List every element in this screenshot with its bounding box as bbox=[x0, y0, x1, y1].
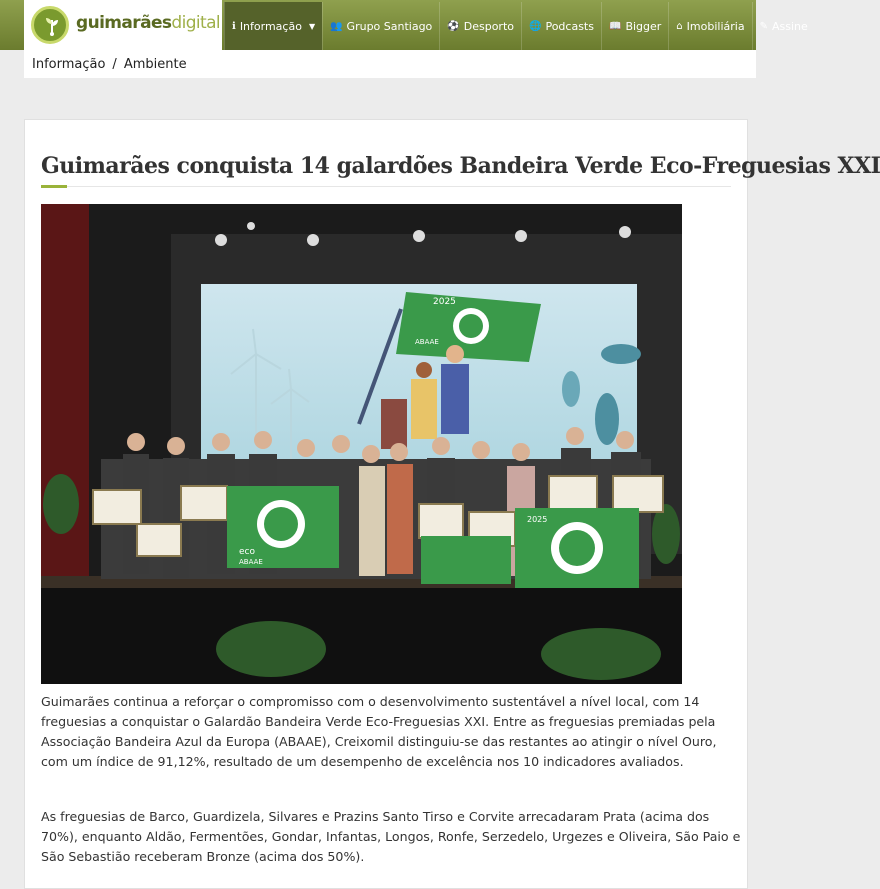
article-paragraph: Guimarães continua a reforçar o compromisso com o desenvolvimento sustentável a nível local, com 14 freguesias a conquistar o Galardão Bandeira Verde Eco-Freguesias XXI. Entre as freguesias premiadas pela Associação Bandeira Azul da Europa (ABAAE), Creixomil distinguiu-se das restantes ao atingir o nível Ouro, com um índice de 91,12%, resultado de um desempenho de excelência nos 10 indicadores avaliados. bbox=[41, 694, 717, 769]
flag-year-label: 2025 bbox=[527, 515, 548, 524]
main-menu bbox=[224, 2, 815, 50]
flag-brand-label: ABAAE bbox=[239, 558, 263, 566]
nav-label: Podcasts bbox=[545, 19, 594, 33]
logo-suffix: digital bbox=[171, 13, 221, 33]
title-divider bbox=[41, 186, 731, 187]
flag-eco-label: eco bbox=[239, 547, 255, 557]
breadcrumb-item-ambiente[interactable]: Ambiente bbox=[123, 56, 187, 72]
nav-item-grupo-santiago[interactable] bbox=[322, 2, 439, 50]
nav-item-podcasts[interactable] bbox=[521, 2, 601, 50]
globe-icon: 🌐 bbox=[529, 20, 542, 32]
logo-main: guimarães bbox=[76, 13, 172, 33]
nav-label: Desporto bbox=[463, 19, 514, 33]
book-icon: 📖 bbox=[608, 20, 622, 32]
pencil-icon: ✎ bbox=[759, 20, 768, 32]
screen-flag-brand: ABAAE bbox=[415, 338, 439, 346]
users-icon: 👥 bbox=[330, 20, 343, 32]
article-photo[interactable] bbox=[41, 204, 682, 684]
nav-label: Bigger bbox=[625, 19, 662, 33]
article-card bbox=[24, 119, 880, 889]
nav-item-bigger[interactable] bbox=[601, 2, 668, 50]
nav-item-informacao[interactable] bbox=[224, 2, 322, 50]
top-navigation-bar bbox=[0, 0, 808, 50]
logo-emblem-icon bbox=[31, 6, 69, 44]
nav-item-imobiliaria[interactable] bbox=[668, 2, 751, 50]
nav-label: Informação bbox=[239, 19, 302, 33]
soccer-ball-icon: ⚽ bbox=[447, 20, 460, 32]
nav-item-desporto[interactable] bbox=[439, 2, 521, 50]
nav-label: Imobiliária bbox=[686, 19, 745, 33]
article-title: Guimarães conquista 14 galardões Bandeira Verde Eco-Freguesias XXI bbox=[41, 153, 880, 179]
caret-down-icon: ▼ bbox=[308, 21, 316, 31]
title-accent-bar bbox=[41, 185, 67, 188]
article-paragraph: As freguesias de Barco, Guardizela, Silvares e Prazins Santo Tirso e Corvite arrecadaram Prata (acima dos 70%), enquanto Aldão, Fermentões, Gondar, Infantas, Longos, Ronfe, Serzedelo, Urgezes e Oliveira, São Paio e São Sebastião receberam Bronze (acima dos 50%). bbox=[41, 809, 741, 864]
home-icon: ⌂ bbox=[676, 20, 683, 32]
breadcrumb-item-informacao[interactable]: Informação bbox=[32, 56, 106, 72]
nav-item-assine[interactable] bbox=[752, 2, 815, 50]
screen-flag-year: 2025 bbox=[433, 297, 456, 307]
breadcrumb-separator: / bbox=[112, 56, 117, 72]
breadcrumb bbox=[24, 50, 756, 78]
nav-label: Grupo Santiago bbox=[346, 19, 433, 33]
site-logo[interactable] bbox=[24, 0, 222, 50]
info-icon: ℹ bbox=[232, 20, 236, 32]
nav-label: Assine bbox=[771, 19, 808, 33]
logo-text bbox=[76, 13, 220, 33]
